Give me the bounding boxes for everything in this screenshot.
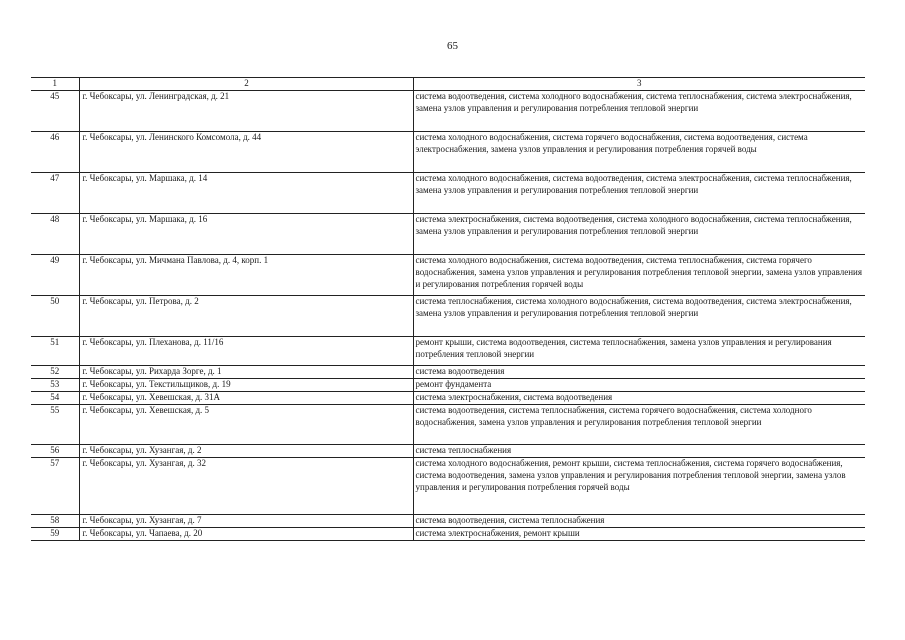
row-number: 53: [31, 379, 79, 392]
works-cell: система теплоснабжения, система холодного водоснабжения, система водоотведения, система электроснабжения, замена узлов управления и регулирования потребления тепловой энергии: [413, 296, 865, 337]
works-cell: ремонт крыши, система водоотведения, система теплоснабжения, замена узлов управления и регулирования потребления тепловой энергии: [413, 337, 865, 366]
works-cell: система электроснабжения, система водоотведения, система холодного водоснабжения, система теплоснабжения, замена узлов управления и регулирования потребления тепловой энергии: [413, 214, 865, 255]
address-cell: г. Чебоксары, ул. Ленинградская, д. 21: [79, 91, 413, 132]
row-number: 48: [31, 214, 79, 255]
table-row: [31, 296, 865, 337]
address-cell: г. Чебоксары, ул. Маршака, д. 16: [79, 214, 413, 255]
column-3-header: 3: [413, 78, 865, 91]
address-cell: г. Чебоксары, ул. Хузангая, д. 2: [79, 445, 413, 458]
table-row: [31, 379, 865, 392]
row-number: 59: [31, 528, 79, 541]
table-row: [31, 337, 865, 366]
works-cell: ремонт фундамента: [413, 379, 865, 392]
row-number: 46: [31, 132, 79, 173]
works-cell: система теплоснабжения: [413, 445, 865, 458]
address-cell: г. Чебоксары, ул. Хузангая, д. 32: [79, 458, 413, 515]
page-number: 65: [447, 40, 458, 52]
address-cell: г. Чебоксары, ул. Текстильщиков, д. 19: [79, 379, 413, 392]
works-cell: система электроснабжения, система водоотведения: [413, 392, 865, 405]
address-cell: г. Чебоксары, ул. Хевешская, д. 31А: [79, 392, 413, 405]
works-cell: система водоотведения: [413, 366, 865, 379]
works-cell: система водоотведения, система теплоснабжения, система горячего водоснабжения, система холодного водоснабжения, замена узлов управления и регулирования потребления тепловой энергии: [413, 405, 865, 445]
table-row: [31, 458, 865, 515]
row-number: 55: [31, 405, 79, 445]
column-1-header: 1: [31, 78, 79, 91]
address-cell: г. Чебоксары, ул. Ленинского Комсомола, д. 44: [79, 132, 413, 173]
works-cell: система холодного водоснабжения, система горячего водоснабжения, система водоотведения, система электроснабжения, замена узлов управления и регулирования потребления горячей воды: [413, 132, 865, 173]
table-header-row: [31, 78, 865, 91]
table-row: [31, 515, 865, 528]
table-row: [31, 214, 865, 255]
table-row: [31, 445, 865, 458]
address-cell: г. Чебоксары, ул. Чапаева, д. 20: [79, 528, 413, 541]
table-row: [31, 405, 865, 445]
address-cell: г. Чебоксары, ул. Хевешская, д. 5: [79, 405, 413, 445]
address-cell: г. Чебоксары, ул. Рихарда Зорге, д. 1: [79, 366, 413, 379]
works-cell: система водоотведения, система холодного водоснабжения, система теплоснабжения, система электроснабжения, замена узлов управления и регулирования потребления тепловой энергии: [413, 91, 865, 132]
row-number: 58: [31, 515, 79, 528]
row-number: 52: [31, 366, 79, 379]
row-number: 57: [31, 458, 79, 515]
works-cell: система водоотведения, система теплоснабжения: [413, 515, 865, 528]
works-table: [31, 77, 865, 541]
row-number: 51: [31, 337, 79, 366]
row-number: 54: [31, 392, 79, 405]
works-cell: система электроснабжения, ремонт крыши: [413, 528, 865, 541]
column-2-header: 2: [79, 78, 413, 91]
works-cell: система холодного водоснабжения, ремонт крыши, система теплоснабжения, система горячего водоснабжения, система водоотведения, замена узлов управления и регулирования потребления тепловой энергии, замена узлов управления и регулирования потребления горячей воды: [413, 458, 865, 515]
table-row: [31, 91, 865, 132]
row-number: 45: [31, 91, 79, 132]
works-cell: система холодного водоснабжения, система водоотведения, система теплоснабжения, система горячего водоснабжения, замена узлов управления и регулирования потребления тепловой энергии, замена узлов управления и регулирования потребления горячей воды: [413, 255, 865, 296]
table-row: [31, 528, 865, 541]
address-cell: г. Чебоксары, ул. Мичмана Павлова, д. 4, корп. 1: [79, 255, 413, 296]
row-number: 56: [31, 445, 79, 458]
table-row: [31, 173, 865, 214]
table-row: [31, 392, 865, 405]
address-cell: г. Чебоксары, ул. Хузангая, д. 7: [79, 515, 413, 528]
table-row: [31, 255, 865, 296]
address-cell: г. Чебоксары, ул. Маршака, д. 14: [79, 173, 413, 214]
row-number: 50: [31, 296, 79, 337]
table-row: [31, 132, 865, 173]
works-cell: система холодного водоснабжения, система водоотведения, система электроснабжения, система теплоснабжения, замена узлов управления и регулирования потребления тепловой энергии: [413, 173, 865, 214]
address-cell: г. Чебоксары, ул. Петрова, д. 2: [79, 296, 413, 337]
row-number: 49: [31, 255, 79, 296]
row-number: 47: [31, 173, 79, 214]
table-row: [31, 366, 865, 379]
address-cell: г. Чебоксары, ул. Плеханова, д. 11/16: [79, 337, 413, 366]
